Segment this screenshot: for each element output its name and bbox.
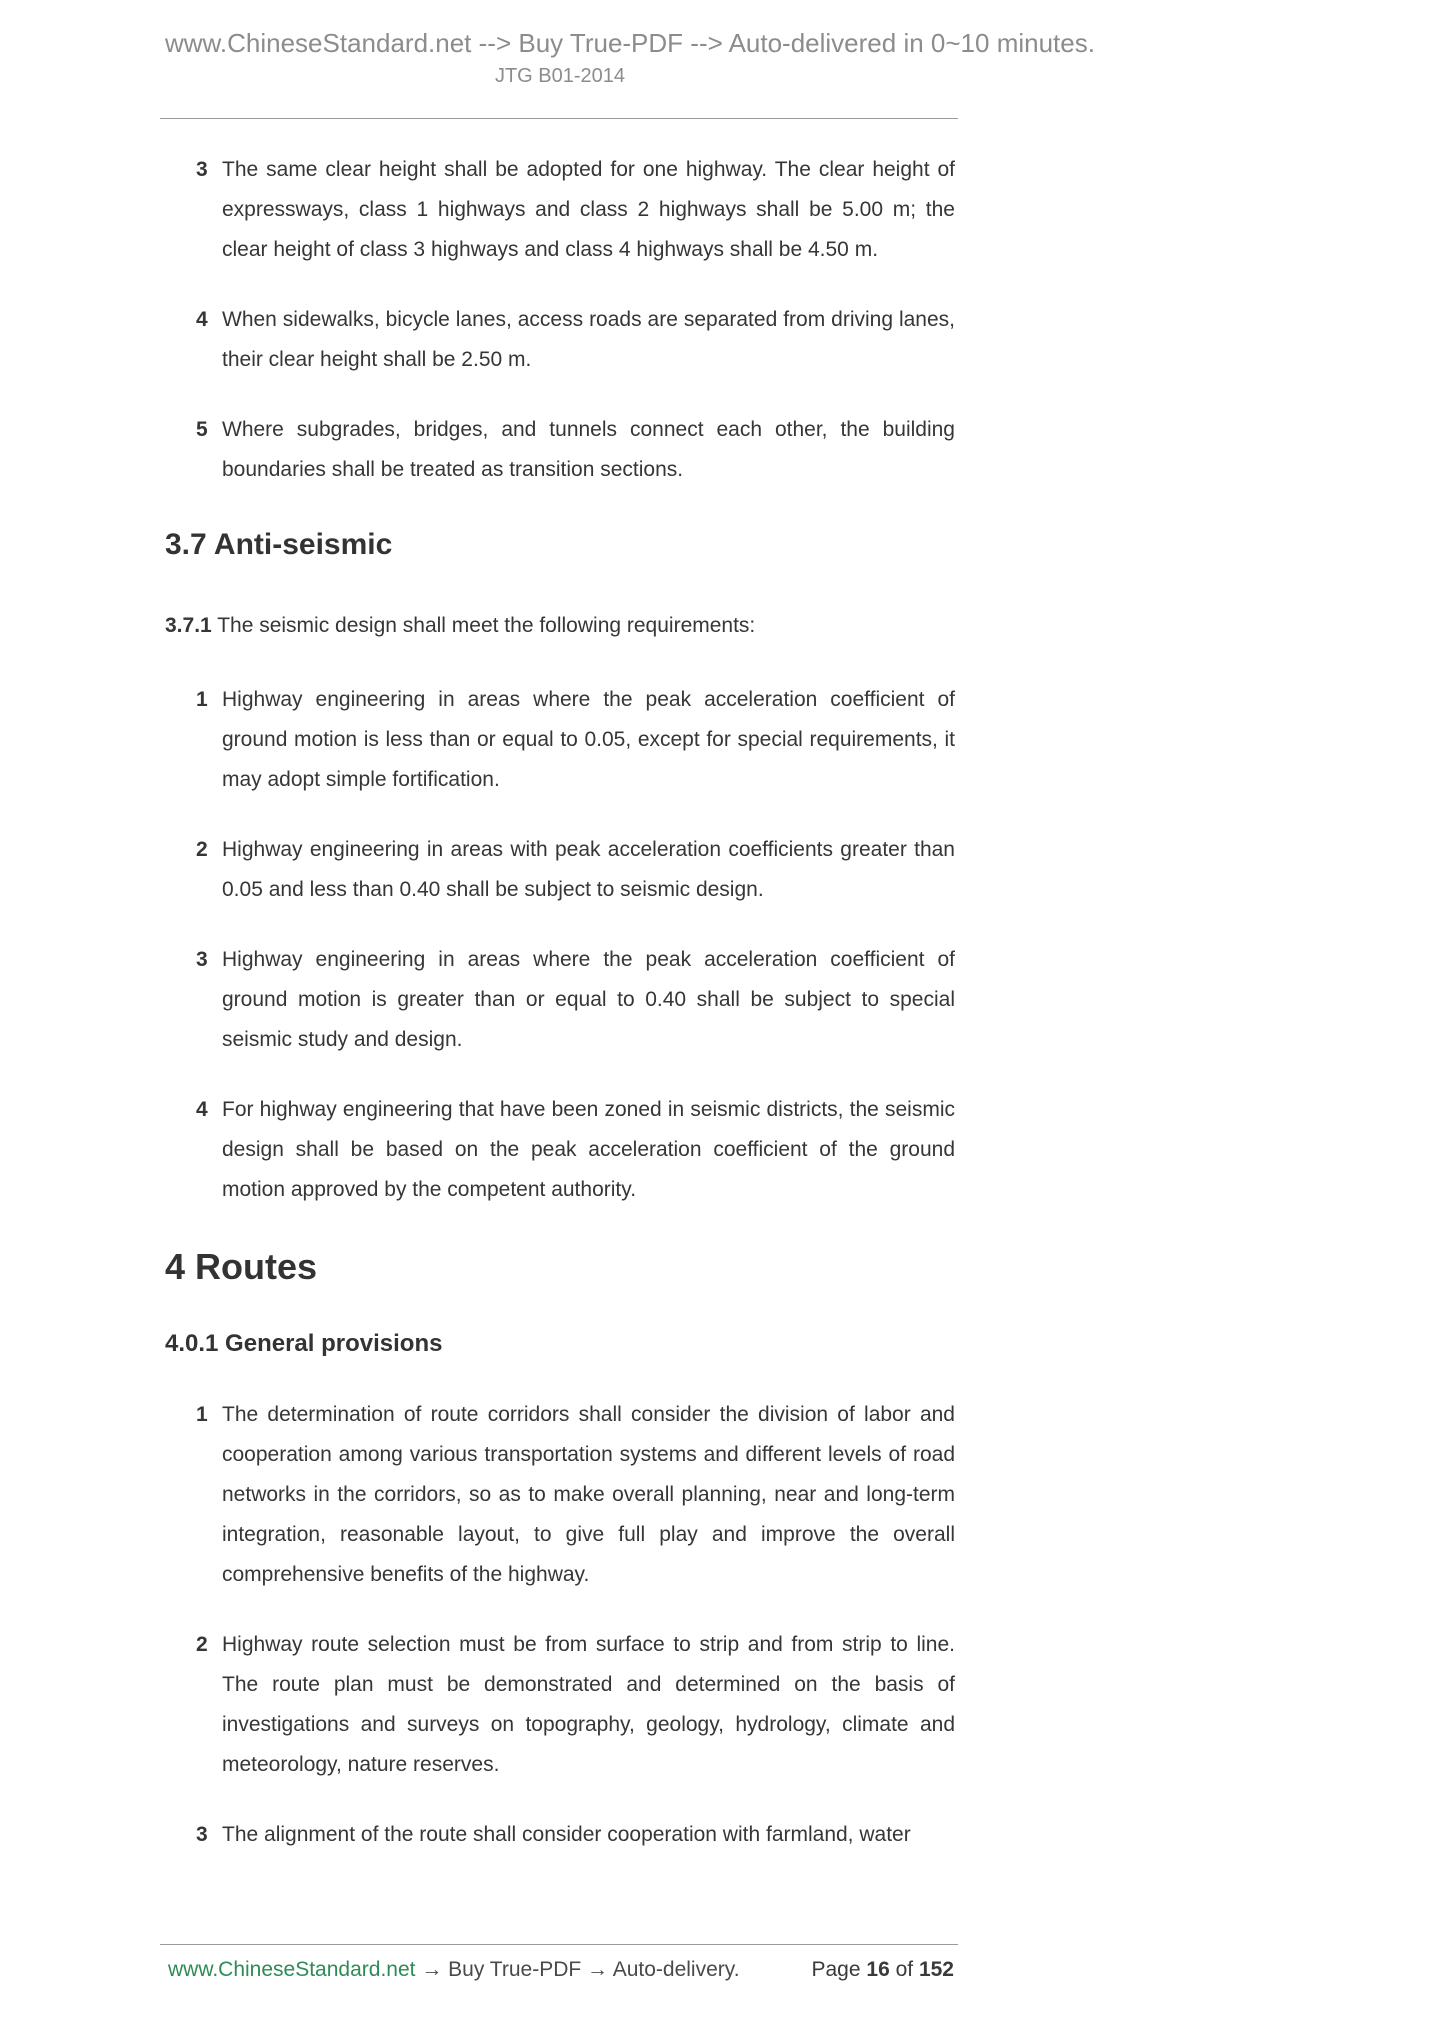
numbered-item [165, 1625, 955, 1785]
item-text: Where subgrades, bridges, and tunnels connect each other, the building boundaries shall be treated as transition sections. [222, 418, 955, 481]
item-number: 2 [196, 1632, 208, 1656]
document-body [165, 150, 955, 1885]
numbered-item [165, 1815, 955, 1855]
item-number: 1 [196, 687, 208, 711]
total-pages: 152 [918, 1958, 954, 1981]
heading-4-routes: 4 Routes [165, 1245, 318, 1287]
item-number: 3 [196, 1822, 208, 1846]
numbered-item [165, 830, 955, 910]
header-divider [160, 118, 958, 119]
item-text: Highway engineering in areas where the peak acceleration coefficient of ground motion is less than or equal to 0.05, except for special requirements, it may adopt simple fortification. [222, 687, 955, 791]
page-footer [168, 1958, 954, 1982]
page-header [165, 28, 1095, 88]
footer-divider [160, 1944, 958, 1945]
numbered-item [165, 940, 955, 1060]
clause-text: The seismic design shall meet the following requirements: [217, 613, 756, 637]
item-number: 5 [196, 418, 208, 441]
item-number: 3 [196, 158, 208, 181]
of-label: of [895, 1958, 914, 1981]
footer-left [168, 1958, 740, 1982]
heading-4-0-1-general-provisions: 4.0.1 General provisions [165, 1329, 443, 1357]
numbered-paragraph [165, 606, 955, 646]
item-number: 3 [196, 947, 208, 971]
numbered-item [165, 1395, 955, 1595]
item-number: 4 [196, 1097, 208, 1121]
numbered-item [165, 1090, 955, 1210]
item-number: 2 [196, 837, 208, 861]
numbered-item [165, 150, 955, 270]
clause-number: 3.7.1 [165, 613, 212, 637]
heading-3-7-anti-seismic: 3.7 Anti-seismic [165, 528, 393, 561]
item-text: Highway route selection must be from surface to strip and from strip to line. The route plan must be demonstrated and determined on the basis of investigations and surveys on topography, geology, hydrology, climate and meteorology, nature reserves. [222, 1632, 955, 1776]
item-number: 4 [196, 308, 208, 331]
doc-code: JTG B01-2014 [494, 65, 626, 87]
item-text: For highway engineering that have been zoned in seismic districts, the seismic design shall be based on the peak acceleration coefficient of the ground motion approved by the competent authority. [222, 1097, 955, 1201]
numbered-item [165, 300, 955, 380]
footer-site-link[interactable]: www.ChineseStandard.net [168, 1958, 416, 1981]
page-indicator [812, 1958, 955, 1982]
page-number: 16 [866, 1958, 890, 1981]
footer-tail-text: → Buy True-PDF → Auto-delivery. [415, 1958, 740, 1981]
numbered-item [165, 680, 955, 800]
page-label: Page [811, 1958, 861, 1981]
item-text: Highway engineering in areas with peak acceleration coefficients greater than 0.05 and less than 0.40 shall be subject to seismic design. [222, 837, 955, 901]
item-text: The same clear height shall be adopted for one highway. The clear height of expressways, class 1 highways and class 2 highways shall be 5.00 m; the clear height of class 3 highways and class 4 highways shall be 4.50 m. [222, 158, 955, 261]
item-number: 1 [196, 1402, 208, 1426]
header-banner: www.ChineseStandard.net --> Buy True-PDF --> Auto-delivered in 0~10 minutes. [165, 28, 1095, 58]
item-text: The determination of route corridors shall consider the division of labor and cooperation among various transportation systems and different levels of road networks in the corridors, so as to make overall planning, near and long-term integration, reasonable layout, to give full play and improve the overall comprehensive benefits of the highway. [222, 1402, 955, 1586]
item-text: When sidewalks, bicycle lanes, access roads are separated from driving lanes, their clear height shall be 2.50 m. [222, 308, 955, 371]
item-text: The alignment of the route shall consider cooperation with farmland, water [222, 1822, 911, 1846]
numbered-item [165, 410, 955, 490]
item-text: Highway engineering in areas where the peak acceleration coefficient of ground motion is greater than or equal to 0.40 shall be subject to special seismic study and design. [222, 947, 955, 1051]
